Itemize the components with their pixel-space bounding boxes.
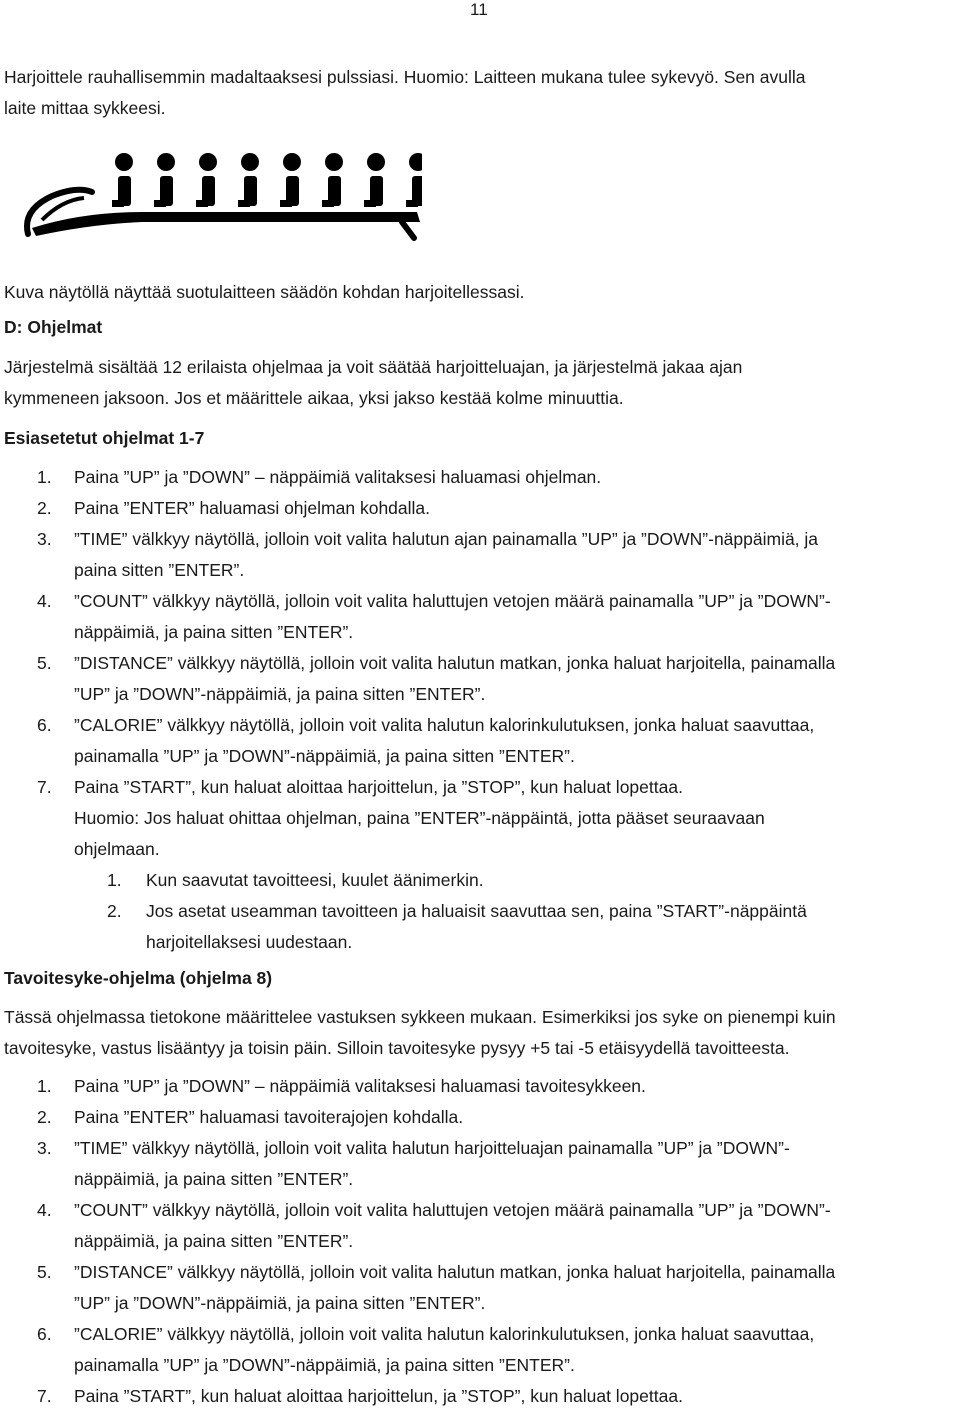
target-step-number: 4. <box>37 1200 52 1220</box>
preset-substep-number: 1. <box>107 870 122 890</box>
target-step-number: 2. <box>37 1107 52 1127</box>
preset-substep-text: Kun saavutat tavoitteesi, kuulet äänimerkin. <box>146 870 484 890</box>
preset-step-text: ”COUNT” välkkyy näytöllä, jolloin voit valita haluttujen vetojen määrä painamalla ”UP” ja ”DOWN”- <box>74 591 831 611</box>
diagram-caption: Kuva näytöllä näyttää suotulaitteen säädön kohdan harjoitellessasi. <box>4 282 525 302</box>
preset-step-number: 7. <box>37 777 52 797</box>
preset-step-number: 2. <box>37 498 52 518</box>
target-step-text: ”DISTANCE” välkkyy näytöllä, jolloin voit valita halutun matkan, jonka haluat harjoitella, painamalla <box>74 1262 836 1282</box>
resistance-bar-icon <box>154 153 175 207</box>
section-d-line-2: kymmeneen jaksoon. Jos et määrittele aikaa, yksi jakso kestää kolme minuuttia. <box>4 388 624 408</box>
target-step-number: 5. <box>37 1262 52 1282</box>
target-step-text: ”CALORIE” välkkyy näytöllä, jolloin voit valita halutun kalorinkulutuksen, jonka haluat saavuttaa, <box>74 1324 815 1344</box>
target-step-text: painamalla ”UP” ja ”DOWN”-näppäimiä, ja paina sitten ”ENTER”. <box>74 1355 575 1375</box>
target-step-text: näppäimiä, ja paina sitten ”ENTER”. <box>74 1231 354 1251</box>
preset-step-text: Paina ”START”, kun haluat aloittaa harjoittelun, ja ”STOP”, kun haluat lopettaa. <box>74 777 683 797</box>
target-hr-heading: Tavoitesyke-ohjelma (ohjelma 8) <box>4 968 273 988</box>
preset-step-number: 5. <box>37 653 52 673</box>
section-d-line-1: Järjestelmä sisältää 12 erilaista ohjelmaa ja voit säätää harjoitteluajan, ja järjestelmä jakaa ajan <box>4 357 743 377</box>
target-hr-line-2: tavoitesyke, vastus lisääntyy ja toisin päin. Silloin tavoitesyke pysyy +5 tai -5 etäisyydellä tavoitteesta. <box>4 1038 790 1058</box>
target-step-text: ”COUNT” välkkyy näytöllä, jolloin voit valita haluttujen vetojen määrä painamalla ”UP” ja ”DOWN”- <box>74 1200 831 1220</box>
target-step-text: ”TIME” välkkyy näytöllä, jolloin voit valita halutun harjoitteluajan painamalla ”UP” ja ”DOWN”- <box>74 1138 790 1158</box>
target-step-number: 7. <box>37 1386 52 1406</box>
resistance-bar-icon <box>280 153 301 207</box>
target-step-text: Paina ”UP” ja ”DOWN” – näppäimiä valitaksesi haluamasi tavoitesykkeen. <box>74 1076 646 1096</box>
preset-step-text: paina sitten ”ENTER”. <box>74 560 245 580</box>
resistance-level-bars-icon <box>22 150 422 242</box>
preset-step-text: ”DISTANCE” välkkyy näytöllä, jolloin voit valita halutun matkan, jonka haluat harjoitella, painamalla <box>74 653 836 673</box>
preset-step-text: ”UP” ja ”DOWN”-näppäimiä, ja paina sitten ”ENTER”. <box>74 684 486 704</box>
target-step-number: 6. <box>37 1324 52 1344</box>
preset-step-text: ohjelmaan. <box>74 839 160 859</box>
preset-step-text: ”CALORIE” välkkyy näytöllä, jolloin voit valita halutun kalorinkulutuksen, jonka haluat saavuttaa, <box>74 715 815 735</box>
target-step-text: näppäimiä, ja paina sitten ”ENTER”. <box>74 1169 354 1189</box>
resistance-bar-icon <box>112 153 133 207</box>
preset-substep-text: harjoitellaksesi uudestaan. <box>146 932 353 952</box>
preset-step-text: painamalla ”UP” ja ”DOWN”-näppäimiä, ja paina sitten ”ENTER”. <box>74 746 575 766</box>
resistance-bar-icon <box>406 153 422 207</box>
preset-substep-number: 2. <box>107 901 122 921</box>
preset-step-text: Huomio: Jos haluat ohittaa ohjelman, paina ”ENTER”-näppäintä, jotta pääset seuraavaan <box>74 808 765 828</box>
target-step-text: Paina ”ENTER” haluamasi tavoiterajojen kohdalla. <box>74 1107 464 1127</box>
preset-step-number: 1. <box>37 467 52 487</box>
resistance-bar-icon <box>238 153 259 207</box>
preset-step-number: 3. <box>37 529 52 549</box>
target-step-text: Paina ”START”, kun haluat aloittaa harjoittelun, ja ”STOP”, kun haluat lopettaa. <box>74 1386 683 1406</box>
preset-step-text: Paina ”ENTER” haluamasi ohjelman kohdalla. <box>74 498 431 518</box>
target-step-text: ”UP” ja ”DOWN”-näppäimiä, ja paina sitten ”ENTER”. <box>74 1293 486 1313</box>
resistance-bar-icon <box>196 153 217 207</box>
section-d-heading: D: Ohjelmat <box>4 317 103 337</box>
resistance-bar-icon <box>322 153 343 207</box>
preset-step-text: näppäimiä, ja paina sitten ”ENTER”. <box>74 622 354 642</box>
preset-step-number: 6. <box>37 715 52 735</box>
target-step-number: 1. <box>37 1076 52 1096</box>
target-hr-line-1: Tässä ohjelmassa tietokone määrittelee vastuksen sykkeen mukaan. Esimerkiksi jos syke on pienempi kuin <box>4 1007 836 1027</box>
target-step-number: 3. <box>37 1138 52 1158</box>
preset-substep-text: Jos asetat useamman tavoitteen ja haluaisit saavuttaa sen, paina ”START”-näppäintä <box>146 901 807 921</box>
intro-line-1: Harjoittele rauhallisemmin madaltaaksesi pulssiasi. Huomio: Laitteen mukana tulee sykevyö. Sen avulla <box>4 67 806 87</box>
preset-step-text: Paina ”UP” ja ”DOWN” – näppäimiä valitaksesi haluamasi ohjelman. <box>74 467 602 487</box>
resistance-bar-icon <box>364 153 385 207</box>
preset-heading: Esiasetetut ohjelmat 1-7 <box>4 428 205 448</box>
preset-step-number: 4. <box>37 591 52 611</box>
preset-step-text: ”TIME” välkkyy näytöllä, jolloin voit valita halutun ajan painamalla ”UP” ja ”DOWN”-näppäimiä, ja <box>74 529 819 549</box>
intro-line-2: laite mittaa sykkeesi. <box>4 98 166 118</box>
page-number: 11 <box>470 0 488 19</box>
